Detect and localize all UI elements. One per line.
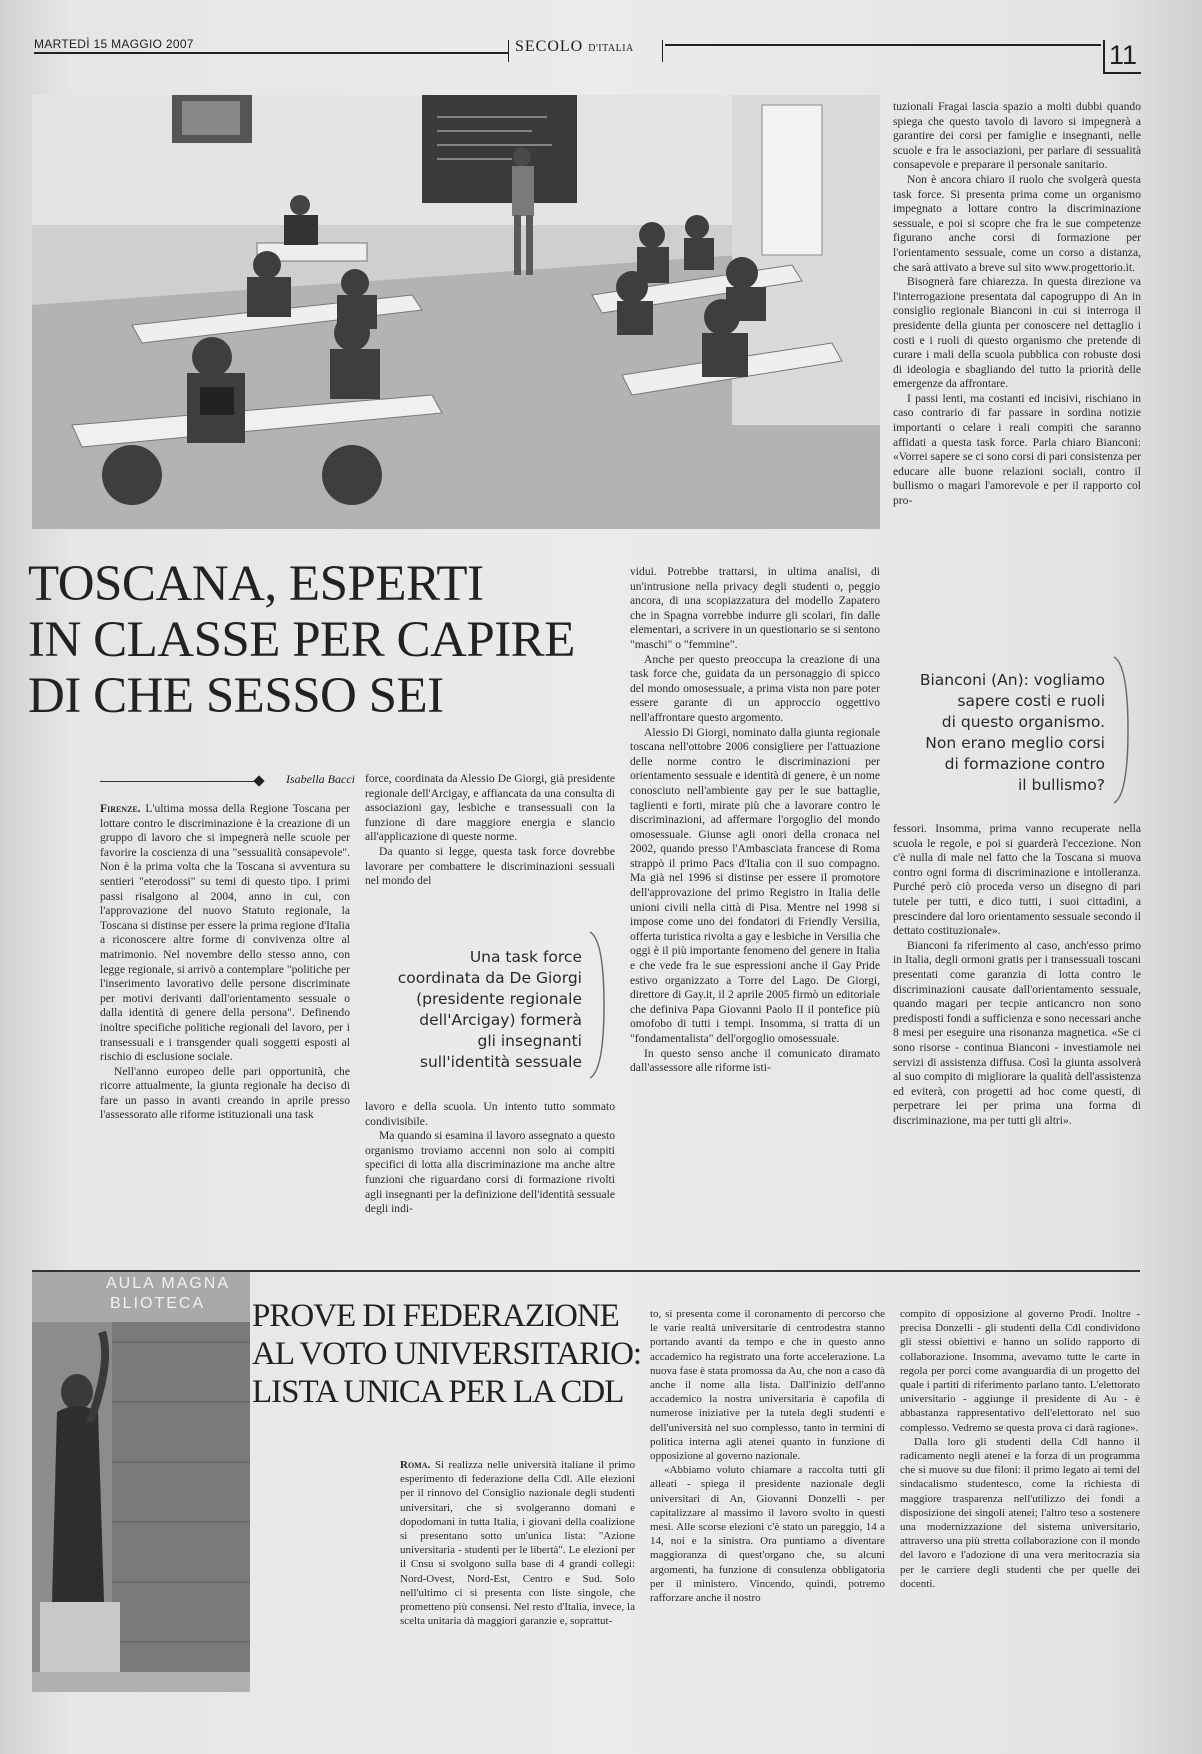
article-column-4-top xyxy=(893,100,1141,648)
paragraph: Anche per questo preoccupa la creazione di una task force che, guidata da un personaggio di spicco del mondo omosessuale, a prima vista non pare poter essere garante di un approccio oggettivo nell'affrontare questo argomento. xyxy=(630,652,880,724)
article-column-2-top xyxy=(365,772,615,924)
paragraph: tuzionali Fragai lascia spazio a molti dubbi quando spiega che questo tavolo di lavoro si impegnerà a garantire dei corsi per famiglie e insegnanti, nelle scuole e fra le associazioni, per parlare di sessualità consapevole e preparare il personale sanitario. xyxy=(893,100,1141,172)
paragraph: «Abbiamo voluto chiamare a raccolta tutti gli alleati - spiega il presidente nazionale degli universitari di An, Giovanni Donzelli - per capitalizzare al massimo il lavoro svolto in questi mesi. Alle scorse elezioni c'è stato un pareggio, 14 a 14, noi e la sinistra. Ora puntiamo a diventare maggioranza di quest'organo che, su alcuni argomenti, ha funzione di consulenza obbligatoria per il ministero. Vincendo, quindi, potremo rafforzare anche il nostro xyxy=(650,1464,885,1605)
paragraph: I passi lenti, ma costanti ed incisivi, rischiano in caso contrario di far passare in sordina notizie importanti o celare i reali compiti che saranno affidati a questa task force. Parla chiaro Bianconi: «Vorrei sapere se ci sono corsi di pari consistenza per educare alle buone relazioni sociali, contro il bullismo o magari l'amorevole e per il rapporto col pro- xyxy=(893,391,1141,508)
header-rule-right xyxy=(665,44,1101,46)
header-rule-left xyxy=(34,52,508,54)
pull-quote-line: coordinata da De Giorgi xyxy=(397,969,582,987)
article-column-4-bottom xyxy=(893,822,1141,1247)
article-column-2-bottom xyxy=(365,1100,615,1246)
masthead-small: D'ITALIA xyxy=(588,43,634,54)
pull-quote-line: il bullismo? xyxy=(1017,776,1105,794)
classroom-photo xyxy=(32,95,880,529)
pull-quote-line: (presidente regionale xyxy=(416,990,582,1008)
second-headline xyxy=(252,1297,652,1411)
header-bar-right xyxy=(662,40,663,62)
classroom-illustration xyxy=(32,95,880,529)
article-column-1 xyxy=(100,802,350,1240)
paragraph: Dalla loro gli studenti della Cdl hanno il radicamento negli atenei e la forza di un programma che si muove su due filoni: il primo legato ai temi del sindacalismo studentesco, come la richiesta di maggiore trasparenza nell'utilizzo dei fondi a disposizione dei singoli atenei; l'altro teso a sostenere una modernizzazione del sistema universitario, attraverso una più stretta collaborazione con il mondo del lavoro e l'adozione di una vera meritocrazia sia per le carriere degli studenti che per quelle dei docenti. xyxy=(900,1435,1140,1590)
main-headline xyxy=(28,556,628,724)
paragraph: fessori. Insomma, prima vanno recuperate nella scuola le regole, e poi si guarderà l'eccezione. Non c'è nulla di male nel fatto che la Toscana si muova contro ogni forma di discriminazione e intolleranza. Purché però ciò proceda verso un disegno di pari tutele per tutti, e dico tutti, i suoi cittadini, a prescindere dal loro orientamento sessuale secondo il dettato costituzionale». xyxy=(893,822,1141,938)
headline-line: TOSCANA, ESPERTI xyxy=(28,556,484,612)
pull-quote-line: dell'Arcigay) formerà xyxy=(419,1011,582,1029)
paragraph: Bisognerà fare chiarezza. In questa direzione va l'interrogazione presentata dal capogruppo di An in consiglio regionale Bianconi in cui si interroga il presidente della giunta per conoscere nel dettaglio i costi e i ruoli di questo organismo che pretende di curare i mali della scuola pubblica con robuste dosi di ideologia e sbagliando del tutto la priorità delle emergenze da affrontare. xyxy=(893,275,1141,391)
pull-quote-2-brace xyxy=(1110,655,1132,805)
headline-line: IN CLASSE PER CAPIRE xyxy=(28,612,575,668)
masthead-main: SECOLO xyxy=(515,38,584,55)
header-bar-left xyxy=(508,40,509,62)
paragraph: lavoro e della scuola. Un intento tutto sommato condivisibile. xyxy=(365,1100,615,1128)
article-column-3 xyxy=(630,565,880,1245)
pull-quote-line: Non erano meglio corsi xyxy=(925,734,1105,752)
paragraph: to, si presenta come il coronamento di percorso che le varie realtà universitarie di centrodestra stanno portando avanti da tempo e che in questo anno accademico ha registrato una forte accelerazione. La nuova fase è stata promossa da Au, che non a caso dà anche il nome alla lista. Dall'inizio dell'anno accademico la nostra universitaria è capofila di numerose iniziative per la tutela degli studenti e dell'università nel suo complesso, tanto in termini di politica interna agli atenei quanto in funzione di opposizione al governo nazionale. xyxy=(650,1308,885,1463)
dateline: Firenze. xyxy=(100,802,141,815)
pull-quote-2 xyxy=(890,670,1105,796)
pull-quote-1 xyxy=(372,947,582,1073)
issue-date: MARTEDÌ 15 MAGGIO 2007 xyxy=(34,37,194,51)
page-number: 11 xyxy=(1103,40,1141,74)
pull-quote-line: Bianconi (An): vogliamo xyxy=(919,671,1105,689)
pull-quote-line: sull'identità sessuale xyxy=(419,1053,582,1071)
paragraph: Non è ancora chiaro il ruolo che svolgerà questa task force. Si presenta prima come un organismo impegnato a lottare contro la discriminazione sessuale, e poi si scopre che fra le sue competenze figurano anche corsi di formazione per l'orientamento sessuale, come un corso a distanza, che sarà attivato a breve sul sito www.progettorio.it. xyxy=(893,172,1141,274)
sign-line: BLIOTECA xyxy=(110,1295,206,1312)
paragraph: Bianconi fa riferimento al caso, anch'esso primo in Italia, degli ormoni gratis per i transessuali toscani presentati come garanzia di lotta contro le discriminazioni causate dall'orientamento sessuale, quando magari per tecpie anticancro non sono predisposti fondi a sufficienza e sono necessari anche 8 mesi per eseguire una risonanza magnetica. «Se ci sono risorse - continua Bianconi - investiamole nei servizi di assistenza diffusa. Così la giunta assolverà al suo compito di migliorare la qualità dell'assistenza ed eviterà, con progetti ad hoc come questi, di perpetrare lei per prima una forma di discriminazione, ma per tutti gli altri». xyxy=(893,938,1141,1127)
paragraph: In questo senso anche il comunicato diramato dall'assessore alle riforme isti- xyxy=(630,1046,880,1075)
aula-magna-photo xyxy=(32,1272,250,1692)
headline-line: PROVE DI FEDERAZIONE xyxy=(252,1298,619,1334)
aula-magna-sign xyxy=(106,1274,230,1314)
pull-quote-line: di formazione contro xyxy=(944,755,1105,773)
paragraph: Alessio Di Giorgi, nominato dalla giunta regionale toscana nell'ottobre 2006 consigliere per l'attuazione delle norme contro le discriminazioni per orientamento sessuale e identità di genere, è un nome conosciuto nell'ambiente gay per le sue battaglie, taglienti e forti, mirate più che a lavorare contro le discriminazioni, ad affermare l'orgoglio del mondo omosessuale. Giunse agli onori della cronaca nel 2002, quando presso l'Ambasciata francese di Roma strappò il primo Pacs d'Italia con il suo compagno. Ma già nel 1996 si distinse per essere il promotore dell'approvazione del primo Registro in Italia delle unioni civili nella città di Pisa. Mentre nel 1998 si impose come uno dei fondatori di Friendly Versilia, offerta turistica rivolta a gay e lesbiche in Versilia che oggi è il più importante fenomeno del genere in Italia e che vede fra le sue espressioni anche il Gay Pride estivo organizzato a Torre del Lago. De Giorgi, direttore di Gay.it, il 2 aprile 2005 firmò un editoriale che definiva Papa Giovanni Paolo II il pontefice più omofobo di tutti i tempi. Insomma, si tratta di un "fondamentalista" dell'orgoglio omosessuale. xyxy=(630,725,880,1045)
masthead xyxy=(515,38,634,56)
statue-illustration xyxy=(32,1272,250,1692)
paragraph: Nell'anno europeo delle pari opportunità, che ricorre attualmente, la giunta regionale ha deciso di fare un passo in avanti creando in aprile presso l'assessorato alle riforme istituzionali una task xyxy=(100,1064,350,1122)
byline: Isabella Bacci xyxy=(286,772,355,786)
paragraph: Si realizza nelle università italiane il primo esperimento di federazione della Cdl. Alle elezioni per il rinnovo del Consiglio nazionale degli studenti universitari, che si svolgeranno domani e dopodomani in tutta Italia, i giovani della coalizione si presentano sotto un'unica lista: "Azione universitaria - studenti per le libertà". Le elezioni per il Cnsu si svolgono sulla base di 4 grandi collegi: Nord-Ovest, Nord-Est, Centro e Sud. Solo nell'ultimo ci si presenta con liste singole, che prometteno più consensi. Nel resto d'Italia, invece, la scelta unitaria dà maggiori garanzie e, soprattut- xyxy=(400,1459,635,1628)
pull-quote-line: sapere costi e ruoli xyxy=(957,692,1105,710)
paragraph: compito di opposizione al governo Prodi. Inoltre - precisa Donzelli - gli studenti della Cdl condividono gli stessi obiettivi e hanno un solido rapporto di collaborazione. Insomma, avevamo tutte le carte in regola per porci come avanguardia di un progetto del quale i partiti di riferimento parlano tanto. L'elettorato universitario - aggiunge il presidente di Au - è abbastanza rappresentativo dell'elettorato nel suo complesso. Vedremo se questa prova ci darà ragione». xyxy=(900,1308,1140,1434)
dateline: Roma. xyxy=(400,1459,431,1471)
headline-line: LISTA UNICA PER LA CDL xyxy=(252,1374,624,1410)
pull-quote-line: Una task force xyxy=(469,948,582,966)
second-article-column-3 xyxy=(900,1307,1140,1705)
paragraph: force, coordinata da Alessio De Giorgi, già presidente regionale dell'Arcigay, e affiancata da una consulta di associazioni gay, lesbiche e transessuali con la funzione di dare maggiore energia e slancio all'applicazione di queste norme. xyxy=(365,772,615,844)
pull-quote-line: di questo organismo. xyxy=(941,713,1105,731)
paragraph: vidui. Potrebbe trattarsi, in ultima analisi, di un'intrusione nella privacy degli studenti o, peggio ancora, di una scopiazzatura del modello Zapatero che in Spagna vorrebbe indurre gli scolari, fin dalle elementari, a scrivere in un questionario se si sentono "maschi" o "femmine". xyxy=(630,565,880,651)
paragraph: L'ultima mossa della Regione Toscana per lottare contro le discriminazione è la creazione di un gruppo di lavoro che si impegnerà nelle scuole per favorire la coscienza di una "sessualità consapevole". Non è la prima volta che la Toscana si avventura su sentieri "eterodossi" su temi di questo tipo. I primi passi risalgono al 2004, anno in cui, con l'approvazione del nuovo Statuto regionale, la Toscana si distinse per essere la prima regione d'Italia a riconoscere altre forme di convivenza oltre al matrimonio. Nel novembre dello stesso anno, con legge regionale, si arrivò a contemplare "politiche per l'inserimento lavorativo delle persone discriminate per motivi derivanti dall'orientamento sessuale o dalla identità di genere della persona". Definendo inoltre specifiche politiche regionali del lavoro, per i transessuali e i transgender quali soggetti esposti al rischio di esclusione sociale. xyxy=(100,802,350,1064)
headline-line: AL VOTO UNIVERSITARIO: xyxy=(252,1336,642,1372)
pull-quote-1-brace xyxy=(586,930,608,1080)
headline-line: DI CHE SESSO SEI xyxy=(28,668,444,724)
paragraph: Da quanto si legge, questa task force dovrebbe lavorare per combattere le discriminazioni sessuali nel mondo del xyxy=(365,844,615,888)
second-article-column-1 xyxy=(400,1458,635,1700)
second-article-column-2 xyxy=(650,1307,885,1699)
sign-line: AULA MAGNA xyxy=(106,1275,231,1292)
paragraph: Ma quando si esamina il lavoro assegnato a questo organismo troviamo accenni non solo ai compiti specifici di lotta alla discriminazione ma anche altre funzioni che riguardano corsi di formazione rivolti agli insegnanti per la definizione dell'identità sessuale degli indi- xyxy=(365,1129,615,1216)
pull-quote-line: gli insegnanti xyxy=(477,1032,582,1050)
